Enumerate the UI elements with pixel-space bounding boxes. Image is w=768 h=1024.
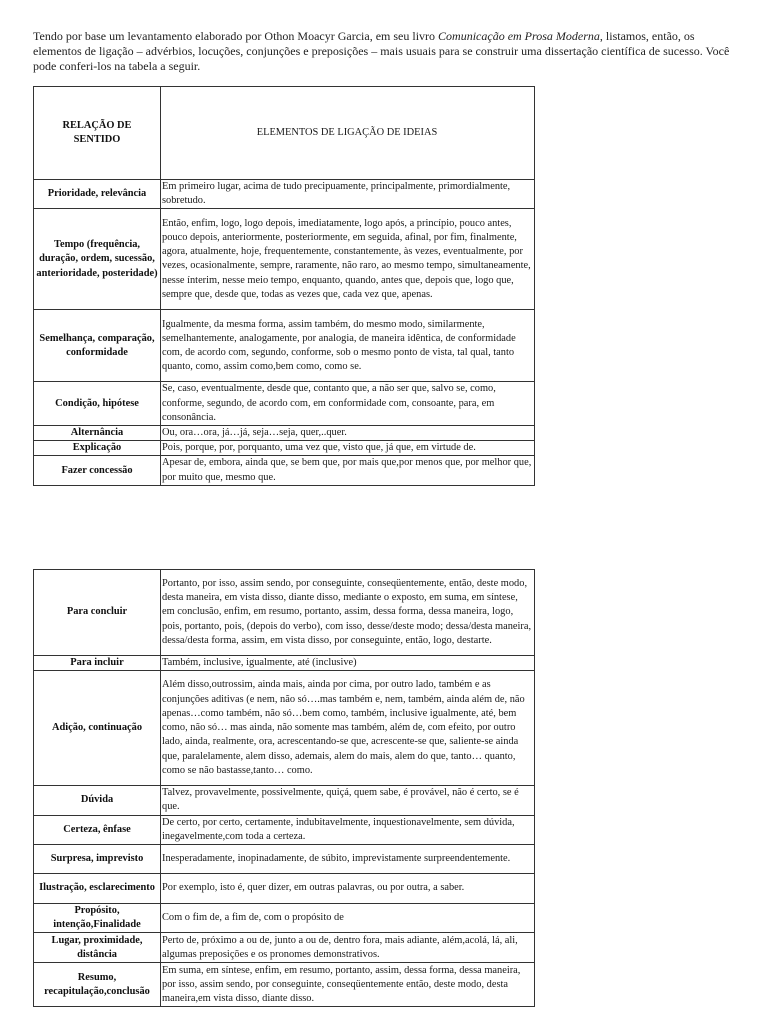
table-header-row	[34, 87, 535, 180]
row-text: Ou, ora…ora, já…já, seja…seja, quer,..quer.	[161, 426, 535, 441]
row-label: Explicação	[34, 441, 161, 456]
row-label: Surpresa, imprevisto	[34, 845, 161, 874]
row-text: Em primeiro lugar, acima de tudo precipuamente, principalmente, primordialmente, sobretudo.	[161, 180, 535, 209]
row-label: Para concluir	[34, 570, 161, 656]
row-text: Igualmente, da mesma forma, assim também, do mesmo modo, similarmente, semelhantemente, analogamente, por analogia, de maneira idêntica, de conformidade com, de acordo com, segundo, conforme, sob o mesmo ponto de vista, tal qual, tanto quanto, como, assim como,bem como, como se.	[161, 310, 535, 382]
linking-elements-table-2	[33, 569, 535, 1007]
row-label: Propósito, intenção,Finalidade	[34, 904, 161, 933]
table-row	[34, 180, 535, 209]
intro-text-start: Tendo por base um levantamento elaborado por Othon Moacyr Garcia, em seu livro	[33, 29, 439, 43]
row-text: Também, inclusive, igualmente, até (inclusive)	[161, 656, 535, 671]
row-label: Tempo (frequência, duração, ordem, sucessão, anterioridade, posteridade)	[34, 209, 161, 310]
table-row	[34, 933, 535, 963]
book-title: Comunicação em Prosa Moderna	[438, 29, 600, 43]
row-text: Por exemplo, isto é, quer dizer, em outras palavras, ou por outra, a saber.	[161, 874, 535, 904]
table-row	[34, 786, 535, 815]
row-text: Então, enfim, logo, logo depois, imediatamente, logo após, a princípio, pouco antes, pouco depois, anteriormente, posteriormente, em seguida, afinal, por fim, finalmente, agora, atualmente, hoje, frequentemente, constantemente, às vezes, eventualmente, por vezes, ocasionalmente, sempre, raramente, não raro, ao mesmo tempo, simultaneamente, nesse ínterim, nesse meio tempo, enquanto, quando, antes que, depois que, logo que, sempre que, desde que, todas as vezes que, cada vez que, apenas.	[161, 209, 535, 310]
row-label: Certeza, ênfase	[34, 815, 161, 844]
row-text: Além disso,outrossim, ainda mais, ainda por cima, por outro lado, também e as conjunções aditivas (e nem, não só….mas também e, nem, também, ainda além de, não apenas…como também, não só…bem como, também, inclusive igualmente, até, bem como, não só… mas ainda, não somente mas também, além de, com efeito, por outro lado, ainda, realmente, ora, acrescentando-se que, acrescente-se que, saliente-se ainda que, paralelamente, alem disso, ademais, alem do mais, alem do que, tanto… quanto, como se não bastasse,tanto… como.	[161, 671, 535, 786]
row-label: Alternância	[34, 426, 161, 441]
row-text: De certo, por certo, certamente, indubitavelmente, inquestionavelmente, sem dúvida, inegavelmente,com toda a certeza.	[161, 815, 535, 844]
row-label: Ilustração, esclarecimento	[34, 874, 161, 904]
row-label: Adição, continuação	[34, 671, 161, 786]
row-label: Prioridade, relevância	[34, 180, 161, 209]
table-row	[34, 382, 535, 426]
row-text: Em suma, em síntese, enfim, em resumo, portanto, assim, dessa forma, dessa maneira, por isso, assim sendo, por conseguinte, conseqüentemente então, deste modo, desta maneira,em vista disso, diante disso.	[161, 963, 535, 1007]
table-row	[34, 310, 535, 382]
row-label: Para incluir	[34, 656, 161, 671]
row-text: Se, caso, eventualmente, desde que, contanto que, a não ser que, salvo se, como, conforme, segundo, de acordo com, em conformidade com, consoante, para, em consonância.	[161, 382, 535, 426]
row-text: Talvez, provavelmente, possivelmente, quiçá, quem sabe, é provável, não é certo, se é que.	[161, 786, 535, 815]
row-text: Portanto, por isso, assim sendo, por conseguinte, conseqüentemente, então, deste modo, desta maneira, em vista disso, diante disso, mediante o exposto, em suma, em síntese, em conclusão, enfim, em resumo, portanto, assim, dessa forma, dessa maneira, logo, pois, portanto, pois, (depois do verbo), com isso, desse/deste modo; dessa/desta maneira, dessa/desta forma, assim, em vista disso, por conseguinte, então, logo, destarte.	[161, 570, 535, 656]
row-text: Perto de, próximo a ou de, junto a ou de, dentro fora, mais adiante, além,acolá, lá, ali, algumas preposições e os pronomes demonstrativos.	[161, 933, 535, 963]
table-row	[34, 441, 535, 456]
linking-elements-table-1	[33, 86, 535, 486]
table-row	[34, 570, 535, 656]
row-label: Dúvida	[34, 786, 161, 815]
row-label: Fazer concessão	[34, 456, 161, 485]
header-elements: ELEMENTOS DE LIGAÇÃO DE IDEIAS	[161, 87, 535, 180]
row-label: Semelhança, comparação, conformidade	[34, 310, 161, 382]
table-row	[34, 209, 535, 310]
intro-text-end: , listamos, então, os elementos de ligação – advérbios, locuções, conjunções e preposições – mais usuais para se construir uma dissertação científica de sucesso. Você pode conferi-los na tabela a seguir.	[33, 29, 730, 73]
row-text: Apesar de, embora, ainda que, se bem que, por mais que,por menos que, por melhor que, por muito que, mesmo que.	[161, 456, 535, 485]
row-label: Condição, hipótese	[34, 382, 161, 426]
table-row	[34, 845, 535, 874]
row-label: Lugar, proximidade, distância	[34, 933, 161, 963]
header-relation-text: RELAÇÃO DE SENTIDO	[62, 119, 132, 145]
table-row	[34, 656, 535, 671]
row-text: Com o fim de, a fim de, com o propósito de	[161, 904, 535, 933]
row-label: Resumo, recapitulação,conclusão	[34, 963, 161, 1007]
table-row	[34, 456, 535, 485]
table-row	[34, 426, 535, 441]
intro-paragraph	[33, 29, 733, 74]
table-row	[34, 874, 535, 904]
header-relation	[34, 87, 161, 180]
table-row	[34, 671, 535, 786]
table-row	[34, 904, 535, 933]
table-row	[34, 815, 535, 844]
table-row	[34, 963, 535, 1007]
row-text: Inesperadamente, inopinadamente, de súbito, imprevistamente surpreendentemente.	[161, 845, 535, 874]
row-text: Pois, porque, por, porquanto, uma vez que, visto que, já que, em virtude de.	[161, 441, 535, 456]
